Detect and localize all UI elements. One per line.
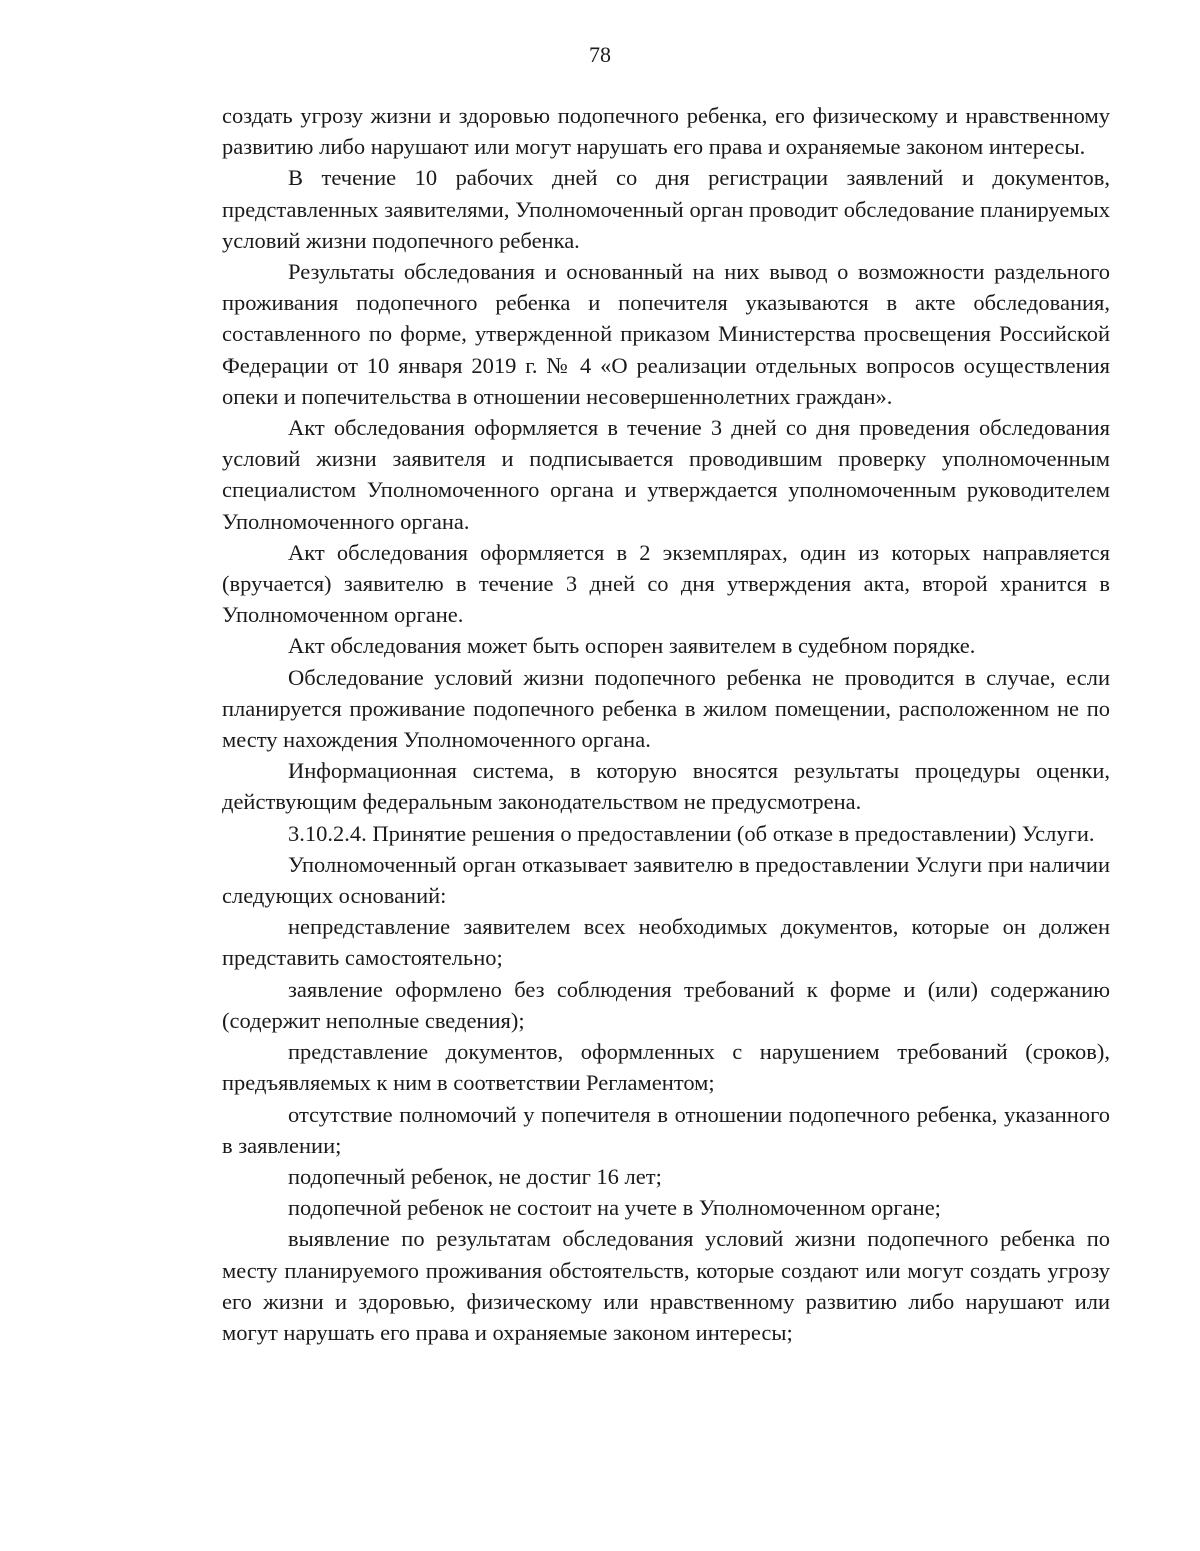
list-item: заявление оформлено без соблюдения требований к форме и (или) содержанию (содержит неполные сведения); (222, 976, 1110, 1033)
paragraph: Информационная система, в которую вносятся результаты процедуры оценки, действующим федеральным законодательством не предусмотрена. (222, 758, 1110, 815)
document-body (222, 100, 1110, 1348)
paragraph: Акт обследования оформляется в 2 экземплярах, один из которых направляется (вручается) заявителю в течение 3 дней со дня утверждения акта, второй хранится в Уполномоченном органе. (222, 539, 1110, 628)
list-item: отсутствие полномочий у попечителя в отношении подопечного ребенка, указанного в заявлении; (222, 1101, 1110, 1158)
list-item: подопечный ребенок, не достиг 16 лет; (288, 1163, 662, 1189)
paragraph: Акт обследования оформляется в течение 3 дней со дня проведения обследования условий жизни заявителя и подписывается проводившим проверку уполномоченным специалистом Уполномоченного органа и утверждается уполномоченным руководителем Уполномоченного органа. (222, 415, 1110, 534)
paragraph: Акт обследования может быть оспорен заявителем в судебном порядке. (288, 633, 976, 659)
page-number: 78 (589, 42, 611, 67)
paragraph: Обследование условий жизни подопечного ребенка не проводится в случае, если планируется проживание подопечного ребенка в жилом помещении, расположенном не по месту нахождения Уполномоченного органа. (222, 664, 1110, 753)
paragraph: Результаты обследования и основанный на них вывод о возможности раздельного проживания подопечного ребенка и попечителя указываются в акте обследования, составленного по форме, утвержденной приказом Министерства просвещения Российской Федерации от 10 января 2019 г. № 4 «О реализации отдельных вопросов осуществления опеки и попечительства в отношении несовершеннолетних граждан». (222, 259, 1110, 409)
list-item: подопечной ребенок не состоит на учете в Уполномоченном органе; (288, 1195, 941, 1221)
paragraph-continuation: создать угрозу жизни и здоровью подопечного ребенка, его физическому и нравственному развитию либо нарушают или могут нарушать его права и охраняемые законом интересы. (222, 103, 1110, 160)
paragraph: Уполномоченный орган отказывает заявителю в предоставлении Услуги при наличии следующих оснований: (222, 851, 1110, 909)
list-item: представление документов, оформленных с нарушением требований (сроков), предъявляемых к ним в соответствии Регламентом; (222, 1039, 1110, 1096)
list-item: непредставление заявителем всех необходимых документов, которые он должен представить самостоятельно; (222, 914, 1110, 971)
list-item: выявление по результатам обследования условий жизни подопечного ребенка по месту планируемого проживания обстоятельств, которые создают или могут создать угрозу его жизни и здоровью, физическому или нравственному развитию либо нарушают или могут нарушать его права и охраняемые законом интересы; (222, 1226, 1110, 1345)
section-heading: 3.10.2.4. Принятие решения о предоставлении (об отказе в предоставлении) Услуги. (288, 820, 1095, 846)
paragraph: В течение 10 рабочих дней со дня регистрации заявлений и документов, представленных заявителями, Уполномоченный орган проводит обследование планируемых условий жизни подопечного ребенка. (222, 165, 1110, 253)
